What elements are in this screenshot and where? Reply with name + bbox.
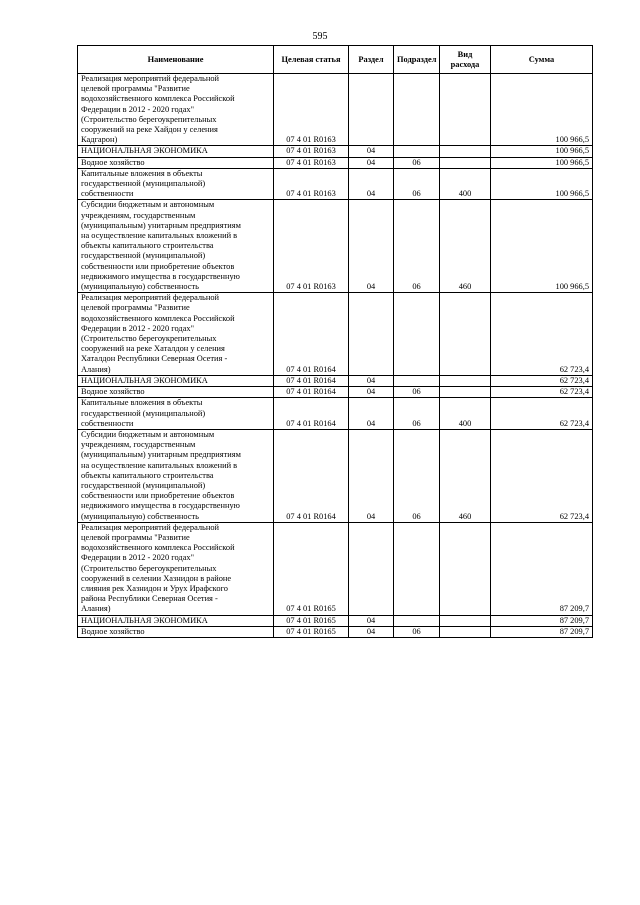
cell-article: 07 4 01 R0164 [274, 293, 349, 376]
cell-expense-type [440, 387, 491, 398]
cell-sum: 62 723,4 [491, 398, 593, 430]
cell-name: Капитальные вложения в объекты государственной (муниципальной) собственности [78, 398, 274, 430]
cell-name: Реализация мероприятий федеральной целевой программы "Развитие водохозяйственного комплекса Российской Федерации в 2012 - 2020 годах" (Строительство берегоукрепительных сооружений на реке Хаталдон у селения Хаталдон Республики Северная Осетия - Алания) [78, 293, 274, 376]
cell-expense-type [440, 293, 491, 376]
table-row [78, 74, 593, 146]
cell-subsection [394, 293, 440, 376]
cell-name: НАЦИОНАЛЬНАЯ ЭКОНОМИКА [78, 615, 274, 626]
cell-article: 07 4 01 R0163 [274, 74, 349, 146]
cell-subsection [394, 615, 440, 626]
cell-article: 07 4 01 R0165 [274, 615, 349, 626]
cell-section: 04 [349, 398, 394, 430]
cell-article: 07 4 01 R0165 [274, 522, 349, 615]
cell-section: 04 [349, 626, 394, 637]
table-row [78, 200, 593, 293]
cell-name: Водное хозяйство [78, 157, 274, 168]
cell-sum: 62 723,4 [491, 387, 593, 398]
cell-expense-type [440, 375, 491, 386]
cell-name: Водное хозяйство [78, 626, 274, 637]
header-section: Раздел [349, 46, 394, 74]
cell-expense-type: 460 [440, 200, 491, 293]
header-subsection: Подраздел [394, 46, 440, 74]
cell-expense-type [440, 522, 491, 615]
table-row [78, 522, 593, 615]
page-number: 595 [312, 31, 328, 42]
cell-section [349, 293, 394, 376]
cell-subsection: 06 [394, 429, 440, 522]
cell-subsection: 06 [394, 398, 440, 430]
cell-name: Реализация мероприятий федеральной целевой программы "Развитие водохозяйственного комплекса Российской Федерации в 2012 - 2020 годах" (Строительство берегоукрепительных сооружений в селении Хазнидон в районе слияния рек Хазнидон и Урух Ирафского района Республики Северная Осетия - Алания) [78, 522, 274, 615]
table-row [78, 293, 593, 376]
cell-article: 07 4 01 R0164 [274, 398, 349, 430]
budget-table [77, 45, 593, 638]
cell-section: 04 [349, 615, 394, 626]
table-row [78, 146, 593, 157]
cell-section: 04 [349, 375, 394, 386]
cell-sum: 62 723,4 [491, 375, 593, 386]
cell-sum: 87 209,7 [491, 615, 593, 626]
cell-expense-type: 400 [440, 398, 491, 430]
cell-subsection: 06 [394, 626, 440, 637]
cell-name: Субсидии бюджетным и автономным учреждениям, государственным (муниципальным) унитарным предприятиям на осуществление капитальных вложений в объекты капитального строительства государственной (муниципальной) собственности или приобретение объектов недвижимого имущества в государственную (муниципальную) собственность [78, 429, 274, 522]
table-header-row [78, 46, 593, 74]
cell-subsection [394, 146, 440, 157]
header-name: Наименование [78, 46, 274, 74]
cell-sum: 100 966,5 [491, 168, 593, 200]
cell-name: Реализация мероприятий федеральной целевой программы "Развитие водохозяйственного комплекса Российской Федерации в 2012 - 2020 годах" (Строительство берегоукрепительных сооружений на реке Хайдон у селения Кадгарон) [78, 74, 274, 146]
table-row [78, 429, 593, 522]
cell-name: Водное хозяйство [78, 387, 274, 398]
cell-section: 04 [349, 168, 394, 200]
cell-name: НАЦИОНАЛЬНАЯ ЭКОНОМИКА [78, 146, 274, 157]
cell-section: 04 [349, 429, 394, 522]
cell-article: 07 4 01 R0163 [274, 200, 349, 293]
table-row [78, 615, 593, 626]
table-row [78, 626, 593, 637]
cell-section [349, 522, 394, 615]
cell-sum: 62 723,4 [491, 429, 593, 522]
cell-article: 07 4 01 R0165 [274, 626, 349, 637]
cell-sum: 62 723,4 [491, 293, 593, 376]
header-sum: Сумма [491, 46, 593, 74]
cell-subsection: 06 [394, 387, 440, 398]
cell-expense-type [440, 626, 491, 637]
header-article: Целевая статья [274, 46, 349, 74]
cell-subsection [394, 522, 440, 615]
table-row [78, 398, 593, 430]
cell-subsection: 06 [394, 200, 440, 293]
cell-subsection [394, 375, 440, 386]
cell-section [349, 74, 394, 146]
cell-sum: 100 966,5 [491, 146, 593, 157]
cell-subsection [394, 74, 440, 146]
table-row [78, 375, 593, 386]
cell-section: 04 [349, 157, 394, 168]
cell-subsection: 06 [394, 168, 440, 200]
cell-expense-type [440, 74, 491, 146]
table-row [78, 157, 593, 168]
cell-section: 04 [349, 387, 394, 398]
cell-expense-type: 460 [440, 429, 491, 522]
cell-expense-type [440, 157, 491, 168]
cell-section: 04 [349, 146, 394, 157]
cell-sum: 100 966,5 [491, 157, 593, 168]
cell-sum: 87 209,7 [491, 626, 593, 637]
cell-sum: 100 966,5 [491, 74, 593, 146]
header-expense-type: Вид расхода [440, 46, 491, 74]
cell-name: НАЦИОНАЛЬНАЯ ЭКОНОМИКА [78, 375, 274, 386]
table-row [78, 168, 593, 200]
cell-expense-type [440, 615, 491, 626]
cell-expense-type [440, 146, 491, 157]
cell-section: 04 [349, 200, 394, 293]
cell-sum: 87 209,7 [491, 522, 593, 615]
cell-name: Субсидии бюджетным и автономным учреждениям, государственным (муниципальным) унитарным предприятиям на осуществление капитальных вложений в объекты капитального строительства государственной (муниципальной) собственности или приобретение объектов недвижимого имущества в государственную (муниципальную) собственность [78, 200, 274, 293]
cell-article: 07 4 01 R0163 [274, 168, 349, 200]
cell-article: 07 4 01 R0163 [274, 157, 349, 168]
table-row [78, 387, 593, 398]
cell-article: 07 4 01 R0164 [274, 375, 349, 386]
cell-name: Капитальные вложения в объекты государственной (муниципальной) собственности [78, 168, 274, 200]
cell-expense-type: 400 [440, 168, 491, 200]
cell-article: 07 4 01 R0163 [274, 146, 349, 157]
cell-article: 07 4 01 R0164 [274, 429, 349, 522]
cell-subsection: 06 [394, 157, 440, 168]
cell-article: 07 4 01 R0164 [274, 387, 349, 398]
cell-sum: 100 966,5 [491, 200, 593, 293]
